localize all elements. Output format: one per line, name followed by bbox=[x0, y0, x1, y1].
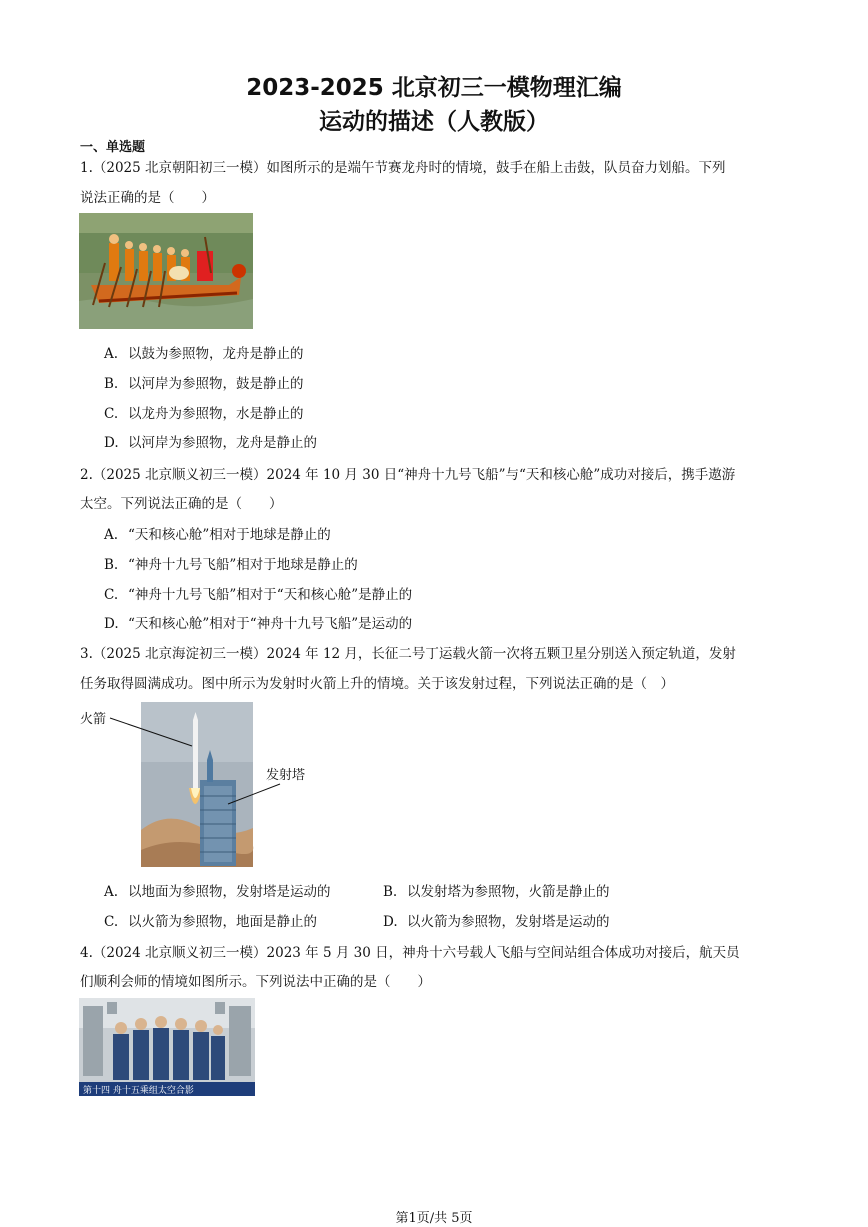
q2-option-c bbox=[104, 583, 412, 603]
document-title: 2023-2025 北京初三一模物理汇编 bbox=[246, 75, 622, 101]
q3-option-d bbox=[383, 910, 610, 930]
q1-stem-line1: 1.（2025 北京朝阳初三一模）如图所示的是端午节赛龙舟时的情境，鼓手在船上击鼓，队员奋力划船。下列 bbox=[80, 160, 726, 176]
option-key: D. bbox=[104, 616, 119, 632]
q3-option-b bbox=[383, 880, 610, 900]
astronauts-photo bbox=[79, 998, 255, 1096]
option-text: 以火箭为参照物，发射塔是运动的 bbox=[407, 914, 610, 930]
option-key: D. bbox=[383, 914, 398, 930]
option-key: B. bbox=[383, 884, 398, 900]
q1-option-b bbox=[104, 372, 304, 392]
option-key: D. bbox=[104, 435, 119, 451]
rocket-launch-figure bbox=[76, 700, 316, 870]
q4-stem-line2: 们顺利会师的情境如图所示。下列说法中正确的是（ ） bbox=[80, 974, 431, 990]
q1-option-d bbox=[104, 431, 317, 451]
option-text: “天和核心舱”相对于“神舟十九号飞船”是运动的 bbox=[128, 616, 413, 632]
option-key: B. bbox=[104, 557, 119, 573]
option-text: “神舟十九号飞船”相对于地球是静止的 bbox=[128, 557, 358, 573]
q4-stem-line1: 4.（2024 北京顺义初三一模）2023 年 5 月 30 日，神舟十六号载人飞船与空间站组合体成功对接后，航天员 bbox=[80, 945, 740, 961]
rocket-label: 火箭 bbox=[80, 712, 107, 727]
q2-option-a bbox=[104, 523, 331, 543]
q3-stem-line2: 任务取得圆满成功。图中所示为发射时火箭上升的情境。关于该发射过程，下列说法正确的是（ ） bbox=[80, 676, 674, 692]
q2-option-b bbox=[104, 553, 358, 573]
q1-option-a bbox=[104, 342, 304, 362]
option-key: A. bbox=[104, 346, 119, 362]
option-key: A. bbox=[104, 527, 119, 543]
q2-stem-line2: 太空。下列说法正确的是（ ） bbox=[80, 496, 283, 512]
option-text: 以龙舟为参照物，水是静止的 bbox=[128, 406, 304, 422]
q1-option-c bbox=[104, 402, 304, 422]
option-text: 以火箭为参照物，地面是静止的 bbox=[128, 914, 317, 930]
option-text: 以河岸为参照物，龙舟是静止的 bbox=[128, 435, 317, 451]
launch-tower-label: 发射塔 bbox=[266, 768, 306, 783]
option-text: 以河岸为参照物，鼓是静止的 bbox=[128, 376, 304, 392]
q1-stem-line2: 说法正确的是（ ） bbox=[80, 190, 215, 206]
q3-stem-line1: 3.（2025 北京海淀初三一模）2024 年 12 月，长征二号丁运载火箭一次将五颗卫星分别送入预定轨道，发射 bbox=[80, 646, 736, 662]
option-text: 以鼓为参照物，龙舟是静止的 bbox=[128, 346, 304, 362]
dragon-boat-photo bbox=[79, 213, 253, 329]
option-text: 以发射塔为参照物，火箭是静止的 bbox=[407, 884, 610, 900]
document-subtitle: 运动的描述（人教版） bbox=[319, 109, 549, 135]
photo-caption: 第十四 舟十五乘组太空合影 bbox=[83, 1086, 194, 1096]
q2-stem-line1: 2.（2025 北京顺义初三一模）2024 年 10 月 30 日“神舟十九号飞船”与“天和核心舱”成功对接后，携手遨游 bbox=[80, 467, 736, 483]
option-key: C. bbox=[104, 406, 119, 422]
q2-option-d bbox=[104, 612, 412, 632]
option-key: C. bbox=[104, 914, 119, 930]
option-key: C. bbox=[104, 587, 119, 603]
option-text: “神舟十九号飞船”相对于“天和核心舱”是静止的 bbox=[128, 587, 413, 603]
option-text: 以地面为参照物，发射塔是运动的 bbox=[128, 884, 331, 900]
page-footer: 第1页/共 5页 bbox=[395, 1211, 473, 1226]
option-key: A. bbox=[104, 884, 119, 900]
q3-option-a bbox=[104, 880, 331, 900]
option-text: “天和核心舱”相对于地球是静止的 bbox=[128, 527, 331, 543]
section-heading: 一、单选题 bbox=[80, 140, 146, 155]
option-key: B. bbox=[104, 376, 119, 392]
q3-option-c bbox=[104, 910, 317, 930]
